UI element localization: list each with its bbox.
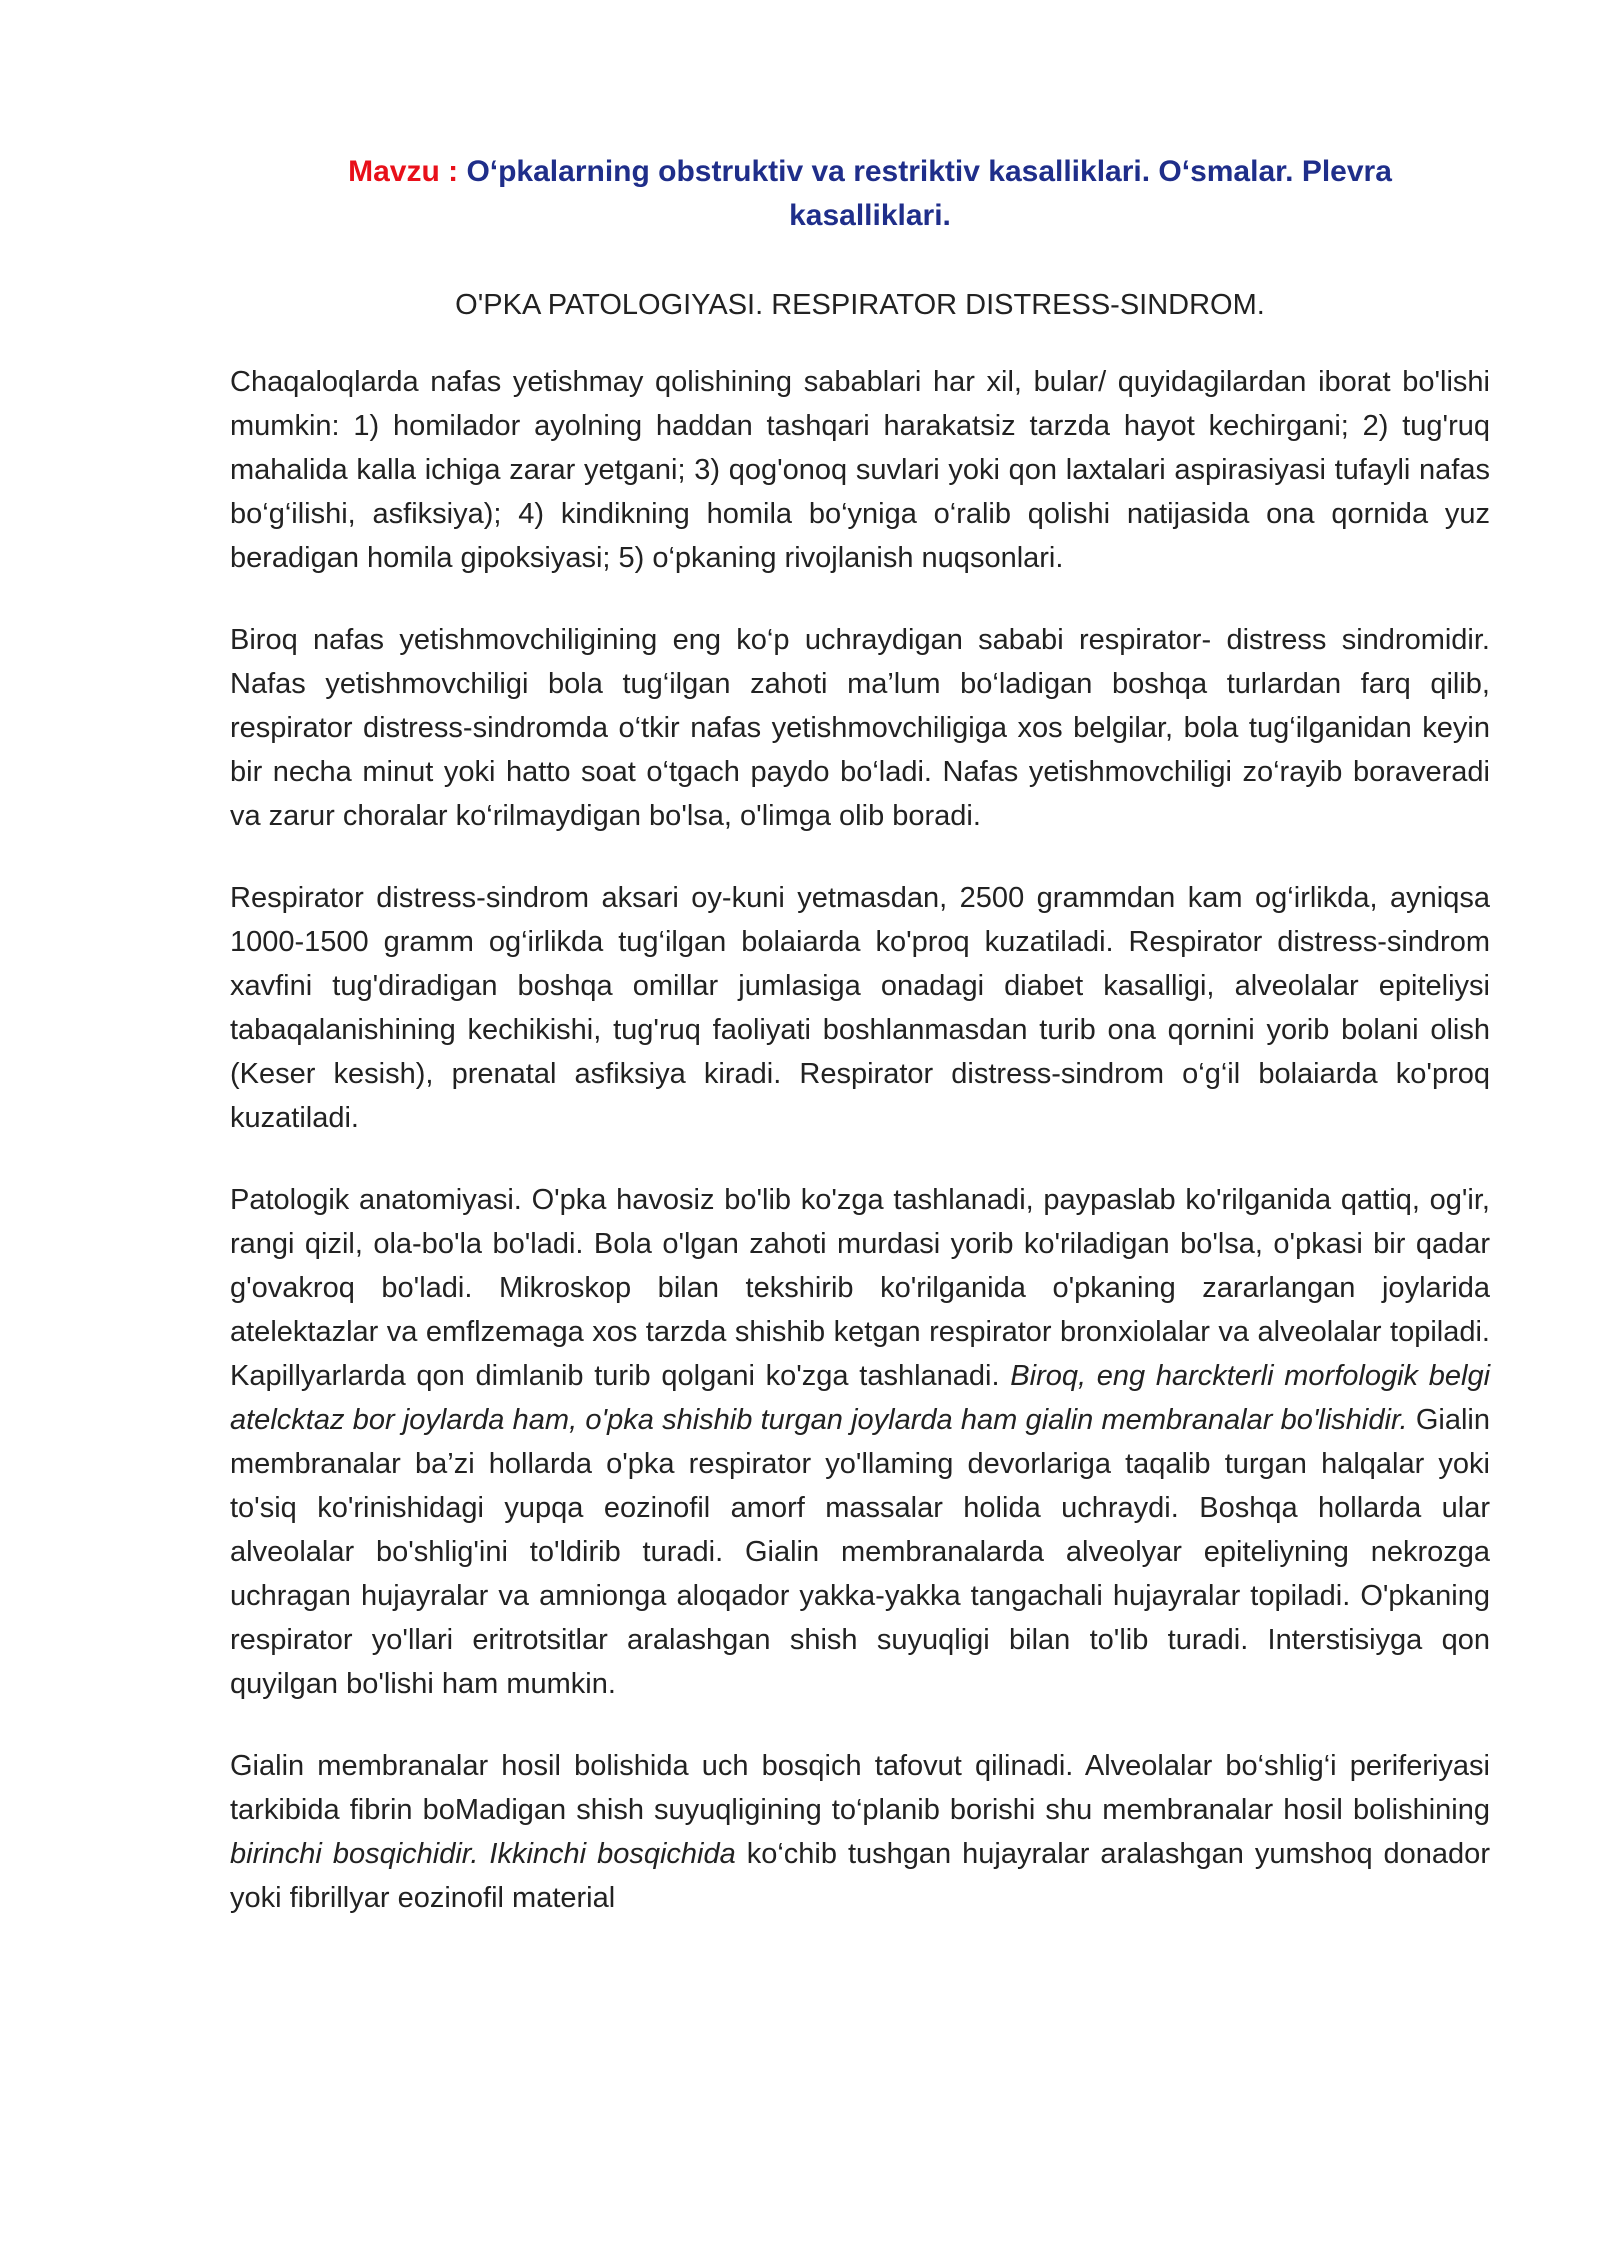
paragraph-hyaline-stages	[230, 1744, 1490, 1920]
paragraph-hyaline-stages-italic-1: birinchi bosqichidir.	[230, 1838, 479, 1870]
paragraph-pathologic-anatomy-part-2: Gialin membranalar ba’zi hollarda o'pka respirator yo'llaming devorlariga taqalib turgan halqalar yoki to'siq ko'rinishidagi yupqa eozinofil amorf massalar holida uchraydi. Boshqa hollarda ular alveolalar bo'shlig'ini to'ldirib turadi. Gialin membranalarda alveolyar epiteliyning nekrozga uchragan hujayralar va amnionga aloqador yakka-yakka tangachali hujayralar topiladi. O'pkaning respirator yo'llari eritrotsitlar aralashgan shish suyuqligi bilan to'lib turadi. Interstisiyga qon quyilgan bo'lishi ham mumkin.	[230, 1404, 1491, 1700]
paragraph-hyaline-stages-italic-2: Ikkinchi bosqichida	[489, 1838, 736, 1870]
paragraph-pathologic-anatomy	[230, 1178, 1490, 1706]
paragraph-hyaline-stages-part-1: Gialin membranalar hosil bolishida uch bosqich tafovut qilinadi. Alveolalar bo‘shlig‘i periferiyasi tarkibida fibrin boMadigan shish suyuqligining to‘planib borishi shu membranalar hosil bolishining	[230, 1750, 1490, 1826]
paragraph-causes: Chaqaloqlarda nafas yetishmay qolishining sabablari har xil, bular/ quyidagilardan iborat bo'lishi mumkin: 1) homilador ayolning haddan tashqari harakatsiz tarzda hayot kechirgani; 2) tug'ruq mahalida kalla ichiga zarar yetgani; 3) qog'onoq suvlari yoki qon laxtalari aspirasiyasi tufayli nafas bo‘g‘ilishi, asfiksiya); 4) kindikning homila bo‘yniga o‘ralib qolishi natijasida ona qornida yuz beradigan homila gipoksiyasi; 5) o‘pkaning rivojlanish nuqsonlari.	[230, 366, 1490, 574]
paragraph-risk-factors: Respirator distress-sindrom aksari oy-kuni yetmasdan, 2500 grammdan kam og‘irlikda, ayniqsa 1000-1500 gramm og‘irlikda tug‘ilgan bolaiarda ko'proq kuzatiladi. Respirator distress-sindrom xavfini tug'diradigan boshqa omillar jumlasiga onadagi diabet kasalligi, alveolalar epiteliysi tabaqalanishining kechikishi, tug'ruq faoliyati boshlanmasdan turib ona qornini yorib bolani olish (Keser kesish), prenatal asfiksiya kiradi. Respirator distress-sindrom o‘g‘il bolaiarda ko'proq kuzatiladi.	[230, 882, 1490, 1134]
document-body	[230, 360, 1490, 1958]
paragraph-hyaline-stages-part-2: ko‘chib tushgan hujayralar aralashgan yumshoq donador yoki fibrillyar eozinofil material	[230, 1838, 1490, 1914]
paragraph-distress-syndrome: Biroq nafas yetishmovchiligining eng ko‘p uchraydigan sababi respirator- distress sindromidir. Nafas yetishmovchiligi bola tug‘ilgan zahoti ma’lum bo‘ladigan boshqa turlardan farq qilib, respirator distress-sindromda o‘tkir nafas yetishmovchiligiga xos belgilar, bola tug‘ilganidan keyin bir necha minut yoki hatto soat o‘tgach paydo bo‘ladi. Nafas yetishmovchiligi zo‘rayib boraveradi va zarur choralar ko‘rilmaydigan bo'lsa, o'limga olib boradi.	[230, 624, 1490, 832]
paragraph-pathologic-anatomy-italic: Biroq, eng harckterli morfologik belgi atelcktaz bor joylarda ham, o'pka shishib turgan joylarda ham gialin membranalar bo'lishidir.	[230, 1360, 1491, 1436]
title-text: O‘pkalarning obstruktiv va restriktiv kasalliklari. O‘smalar. Plevra kasalliklari.	[466, 155, 1392, 232]
section-heading: O'PKA PATOLOGIYASI. RESPIRATOR DISTRESS-SINDROM.	[455, 289, 1265, 321]
paragraph-pathologic-anatomy-part-1: Patologik anatomiyasi. O'pka havosiz bo'lib ko'zga tashlanadi, paypaslab ko'rilganida qattiq, og'ir, rangi qizil, ola-bo'la bo'ladi. Bola o'lgan zahoti murdasi yorib ko'riladigan bo'lsa, o'pkasi bir qadar g'ovakroq bo'ladi. Mikroskop bilan tekshirib ko'rilganida o'pkaning zararlangan joylarida atelektazlar va emflzemaga xos tarzda shishib ketgan respirator bronxiolalar va alveolalar topiladi. Kapillyarlarda qon dimlanib turib qolgani ko'zga tashlanadi.	[230, 1184, 1490, 1392]
title-label: Mavzu :	[348, 155, 467, 188]
document-title	[300, 150, 1440, 238]
